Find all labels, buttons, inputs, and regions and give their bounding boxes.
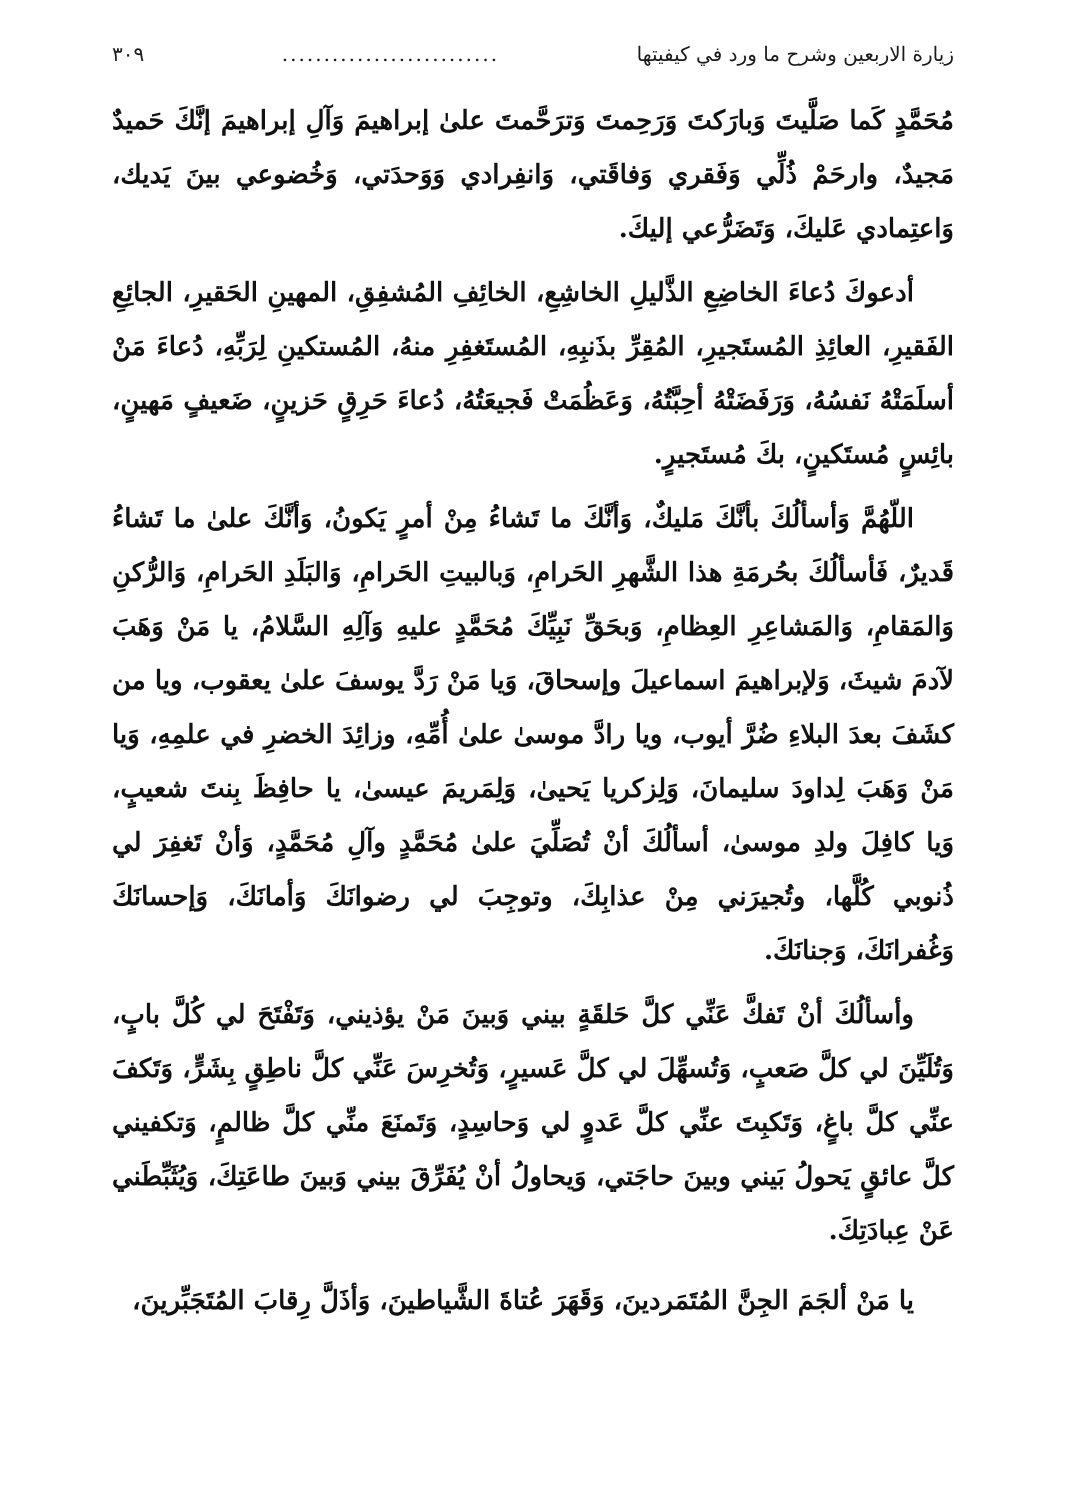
header-leader-dots: .......................... [281, 42, 500, 66]
body-text [112, 94, 954, 1338]
paragraph: مُحَمَّدٍ كَما صَلَّيتَ وَبارَكتَ وَرَحِمتَ وَترَحَّمتَ علىٰ إبراهيمَ وَآلِ إبراهيمَ إنَّكَ حَميدٌ مَجيدٌ، وارحَمْ ذُلِّي وَفَقري وَفاقَتي، وَانفِرادي وَوَحدَتي، وَخُضوعي بينَ يَديك، وَاعتِمادي عَليكَ، وَتَضَرُّعي إليكَ. [112, 106, 954, 244]
header-title: زيارة الاربعين وشرح ما ورد في كيفيتها [636, 42, 954, 66]
running-header [112, 42, 954, 82]
paragraph: وأسألُكَ أنْ تَفكَّ عَنِّي كلَّ حَلقَةٍ بيني وَبينَ مَنْ يؤذيني، وَتَفْتَحَ لي كُلَّ بابٍ، وَتُلَيِّنَ لي كلَّ صَعبٍ، وَتُسهِّلَ لي كلَّ عَسيرٍ، وَتُخرِسَ عَنِّي كلَّ ناطِقٍ بِشَرٍّ، وَتَكفَ عنِّي كلَّ باغٍ، وَتَكبِتَ عنِّي كلَّ عَدوٍ لي وَحاسِدٍ، وَتَمنَعَ منِّي كلَّ ظالمٍ، وَتكفيني كلَّ عائقٍ يَحولُ بَيني وبينَ حاجَتي، وَيحاولُ أنْ يُفَرِّقَ بيني وَبينَ طاعَتِكَ، وَيُثَبِّطَني عَنْ عِبادَتِكَ. [112, 1000, 954, 1246]
paragraph: اللّهُمَّ وَأسألُكَ بأنَّكَ مَليكٌ، وَأنَّكَ ما تَشاءُ مِنْ أمرٍ يَكونُ، وَأنَّكَ علىٰ ما تَشاءُ قَديرٌ، فَأسألُكَ بحُرمَةِ هذا الشَّهرِ الحَرامِ، وَبالبيتِ الحَرامِ، وَالبَلَدِ الحَرامِ، وَالرُّكنِ وَالمَقامِ، وَالمَشاعِرِ العِظامِ، وَبحَقِّ نَبِيِّكَ مُحَمَّدٍ عليهِ وَآلِهِ السَّلامُ، يا مَنْ وَهَبَ لآدمَ شيثَ، وَلإبراهيمَ اسماعيلَ وإسحاقَ، وَيا مَنْ رَدَّ يوسفَ علىٰ يعقوب، ويا من كشَفَ بعدَ البلاءِ ضُرَّ أيوب، ويا رادَّ موسىٰ علىٰ أُمِّهِ، وزائِدَ الخضرِ في علمِهِ، وَيا مَنْ وَهَبَ لِداودَ سليمانَ، وَلِزكريا يَحيىٰ، وَلِمَريمَ عيسىٰ، يا حافِظَ بِنتَ شعيبٍ، وَيا كافِلَ ولدِ موسىٰ، أسألُكَ أنْ تُصَلِّيَ علىٰ مُحَمَّدٍ وآلِ مُحَمَّدٍ، وَأنْ تَغفِرَ لي ذُنوبي كُلَّها، وتُجيرَني مِنْ عذابِكَ، وتوجِبَ لي رضوانَكَ وَأمانَكَ، وَإحسانَكَ وَغُفرانَكَ، وَجنانَكَ. [112, 504, 954, 966]
paragraph: يا مَنْ ألجَمَ الجِنَّ المُتَمَردينَ، وَقَهَرَ عُتاةَ الشَّياطينَ، وَأذَلَّ رِقابَ المُتَجَبِّرينَ، [132, 1286, 914, 1316]
page-number: ٣٠٩ [112, 42, 145, 66]
paragraph: أدعوكَ دُعاءَ الخاضِعِ الذَّليلِ الخاشِعِ، الخائِفِ المُشفِقِ، المهينِ الحَقيرِ، الجائِعِ الفَقيرِ، العائِذِ المُستَجيرِ، المُقِرِّ بذَنبِهِ، المُستَغفِرِ منهُ، المُستكينِ لِرَبِّهِ، دُعاءَ مَنْ أسلَمَتْهُ نَفسُهُ، وَرَفَضَتْهُ أحِبَّتُهُ، وَعَظُمَتْ فَجيعَتُهُ، دُعاءَ حَرِقٍ حَزينٍ، ضَعيفٍ مَهينٍ، بائِسٍ مُستَكينٍ، بكَ مُستَجيرٍ. [112, 278, 954, 470]
